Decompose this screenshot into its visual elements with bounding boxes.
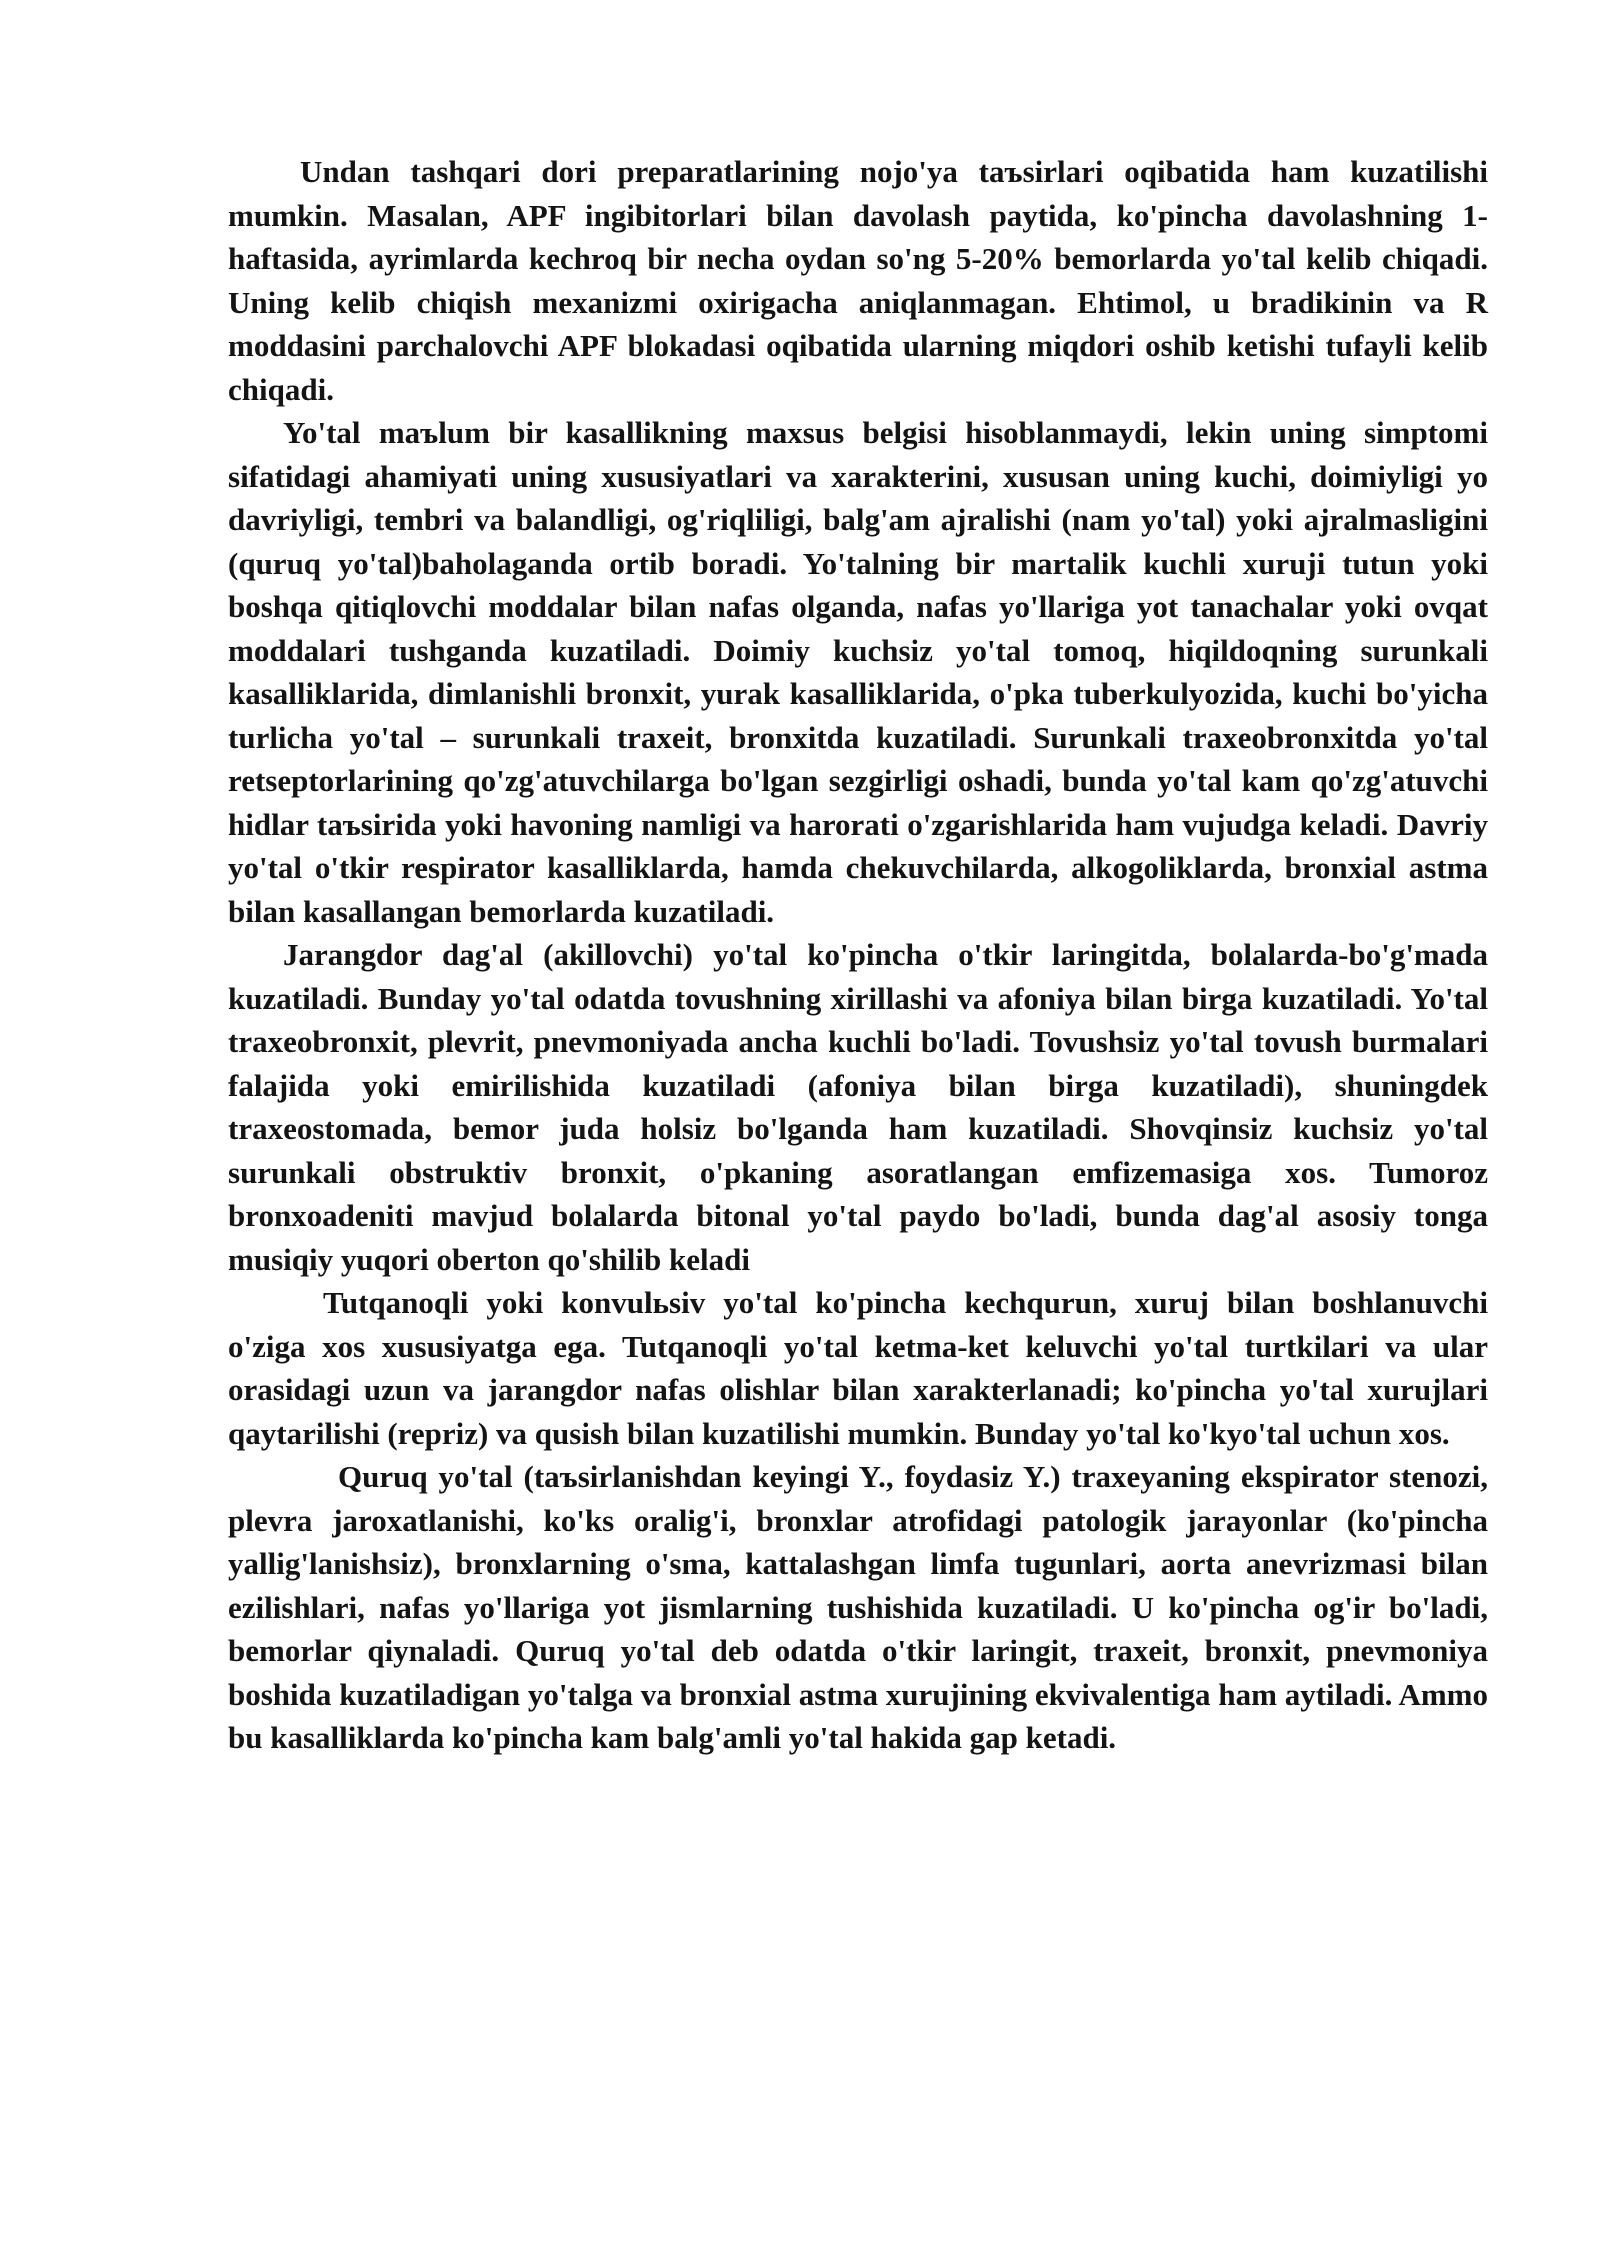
paragraph-dry-cough: Quruq yo'tal (taъsirlanishdan keyingi Y., foydasiz Y.) traxeyaning ekspirator stenozi, plevra jaroxatlanishi, ko'ks oralig'i, bronxlar atrofidagi patologik jarayonlar (ko'pincha yallig'lanishsiz), bronxlarning o'sma, kattalashgan limfa tugunlari, aorta anevrizmasi bilan ezilishlari, nafas yo'llariga yot jismlarning tushishida kuzatiladi. U ko'pincha og'ir bo'ladi, bemorlar qiynaladi. Quruq yo'tal deb odatda o'tkir laringit, traxeit, bronxit, pnevmoniya boshida kuzatiladigan yo'talga va bronxial astma xurujining ekvivalentiga ham aytiladi. Ammo bu kasalliklarda ko'pincha kam balg'amli yo'tal hakida gap ketadi. <box>228 1459 1488 1755</box>
paragraph-convulsive-cough: Tutqanoqli yoki konvulьsiv yo'tal ko'pincha kechqurun, xuruj bilan boshlanuvchi o'ziga xos xususiyatga ega. Tutqanoqli yo'tal ketma-ket keluvchi yo'tal turtkilari va ular orasidagi uzun va jarangdor nafas olishlar bilan xarakterlanadi; ko'pincha yo'tal xurujlari qaytarilishi (repriz) va qusish bilan kuzatilishi mumkin. Bunday yo'tal ko'kyo'tal uchun xos. <box>228 1285 1488 1451</box>
paragraph-cough-symptom-value: Yo'tal maъlum bir kasallikning maxsus belgisi hisoblanmaydi, lekin uning simptomi sifatidagi ahamiyati uning xususiyatlari va xarakterini, xususan uning kuchi, doimiyligi yo davriyligi, tembri va balandligi, og'riqliligi, balg'am ajralishi (nam yo'tal) yoki ajralmasligini (quruq yo'tal)baholaganda ortib boradi. Yo'talning bir martalik kuchli xuruji tutun yoki boshqa qitiqlovchi moddalar bilan nafas olganda, nafas yo'llariga yot tanachalar yoki ovqat moddalari tushganda kuzatiladi. Doimiy kuchsiz yo'tal tomoq, hiqildoqning surunkali kasalliklarida, dimlanishli bronxit, yurak kasalliklarida, o'pka tuberkulyozida, kuchi bo'yicha turlicha yo'tal – surunkali traxeit, bronxitda kuzatiladi. Surunkali traxeobronxitda yo'tal retseptorlarining qo'zg'atuvchilarga bo'lgan sezgirligi oshadi, bunda yo'tal kam qo'zg'atuvchi hidlar taъsirida yoki havoning namligi va harorati o'zgarishlarida ham vujudga keladi. Davriy yo'tal o'tkir respirator kasalliklarda, hamda chekuvchilarda, alkogoliklarda, bronxial astma bilan kasallangan bemorlarda kuzatiladi. <box>228 415 1488 929</box>
paragraph-barking-cough: Jarangdor dag'al (akillovchi) yo'tal ko'pincha o'tkir laringitda, bolalarda-bo'g'mada kuzatiladi. Bunday yo'tal odatda tovushning xirillashi va afoniya bilan birga kuzatiladi. Yo'tal traxeobronxit, plevrit, pnevmoniyada ancha kuchli bo'ladi. Tovushsiz yo'tal tovush burmalari falajida yoki emirilishida kuzatiladi (afoniya bilan birga kuzatiladi), shuningdek traxeostomada, bemor juda holsiz bo'lganda ham kuzatiladi. Shovqinsiz kuchsiz yo'tal surunkali obstruktiv bronxit, o'pkaning asoratlangan emfizemasiga xos. Tumoroz bronxoadeniti mavjud bolalarda bitonal yo'tal paydo bo'ladi, bunda dag'al asosiy tonga musiqiy yuqori oberton qo'shilib keladi <box>228 937 1488 1277</box>
document-page <box>228 150 1488 1760</box>
paragraph-drug-side-effects: Undan tashqari dori preparatlarining nojo'ya taъsirlari oqibatida ham kuzatilishi mumkin. Masalan, APF ingibitorlari bilan davolash paytida, ko'pincha davolashning 1- haftasida, ayrimlarda kechroq bir necha oydan so'ng 5-20% bemorlarda yo'tal kelib chiqadi. Uning kelib chiqish mexanizmi oxirigacha aniqlanmagan. Ehtimol, u bradikinin va R moddasini parchalovchi APF blokadasi oqibatida ularning miqdori oshib ketishi tufayli kelib chiqadi. <box>228 154 1488 407</box>
